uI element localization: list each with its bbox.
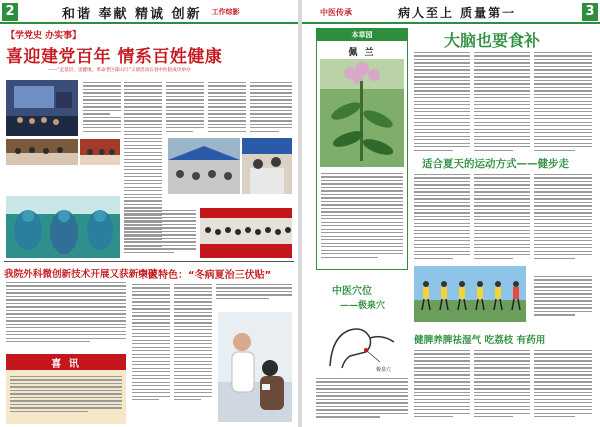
acupoint-caption: 极泉穴 — [376, 367, 392, 373]
herb-tag: 本草园 — [351, 31, 373, 39]
right-header-brand: 中医传承 — [320, 7, 352, 17]
left-header-rule — [0, 22, 298, 24]
notice-title: 喜 讯 — [51, 359, 81, 370]
right-header-rule — [302, 22, 600, 24]
story-text — [6, 282, 126, 345]
brain-text-col2 — [474, 52, 530, 153]
photo-clinic-tents — [168, 138, 240, 194]
acupoint-subtitle: ——极泉穴 — [340, 301, 386, 311]
story-title: 我院外科微创新技术开展又获新突破 — [4, 269, 158, 280]
herb-text — [321, 173, 403, 260]
main-subheadline: ——“走基层、送健康，革命老区霍山行”义诊活动在县中医院成功举办 — [48, 68, 191, 73]
diet-text-col3 — [534, 350, 592, 420]
feature-text-col3 — [216, 284, 292, 301]
diet-text-col1 — [414, 350, 470, 420]
photo-surgery — [6, 196, 120, 258]
notice-box — [6, 354, 126, 424]
walk-text-col4 — [534, 276, 592, 318]
brain-text-col3 — [534, 52, 592, 153]
article-text-col5 — [250, 82, 292, 134]
photo-consultation — [242, 138, 292, 194]
photo-seminar — [6, 139, 78, 165]
main-headline: 喜迎建党百年 情系百姓健康 — [6, 47, 223, 67]
article-text-col3 — [166, 82, 204, 134]
feature-text-col1 — [132, 284, 170, 402]
photo-nurse-patch — [218, 312, 292, 422]
walk-text-col1 — [414, 174, 470, 261]
herb-box — [316, 28, 408, 270]
right-page — [302, 0, 600, 427]
section-divider — [4, 261, 294, 262]
headline-brain-food: 大脑也要食补 — [444, 31, 541, 50]
page-number-right: 3 — [582, 3, 598, 21]
article-text-mid — [124, 210, 196, 255]
walk-text-col2 — [474, 174, 530, 261]
photo-walkers — [414, 266, 526, 322]
right-header — [398, 2, 516, 22]
brain-text-col1 — [414, 52, 470, 153]
photo-lecture — [6, 80, 78, 136]
notice-text — [10, 376, 122, 414]
diet-text-col2 — [474, 350, 530, 420]
left-header-section-tag: 工作综影 — [211, 8, 240, 16]
headline-brisk-walking: 适合夏天的运动方式——健步走 — [422, 158, 569, 170]
feature-title: 中医特色：“冬病夏治三伏贴” — [138, 270, 272, 281]
acupoint-illustration — [320, 316, 404, 374]
right-header-brand-wrap — [320, 2, 352, 22]
column-tag: 【学党史 办实事】 — [6, 31, 82, 41]
acupoint-text — [316, 378, 408, 420]
walk-text-col3 — [534, 174, 592, 261]
article-text-col4 — [208, 82, 246, 134]
article-text-col1 — [83, 82, 121, 134]
acupoint-title: 中医穴位 — [332, 286, 372, 297]
photo-eupatorium — [320, 59, 404, 167]
left-header — [62, 2, 240, 22]
photo-crowd — [200, 208, 292, 258]
headline-diet: 健脾养脾祛湿气 吃荔枝 有药用 — [414, 335, 546, 346]
page-number-left: 2 — [2, 3, 18, 21]
photo-audience — [80, 139, 120, 165]
right-header-slogan: 病人至上 质量第一 — [398, 5, 517, 20]
left-page — [0, 0, 298, 427]
left-header-slogan: 和谐 奉献 精诚 创新 — [62, 6, 202, 22]
herb-title: 佩 兰 — [348, 48, 376, 58]
feature-text-col2 — [174, 284, 212, 402]
